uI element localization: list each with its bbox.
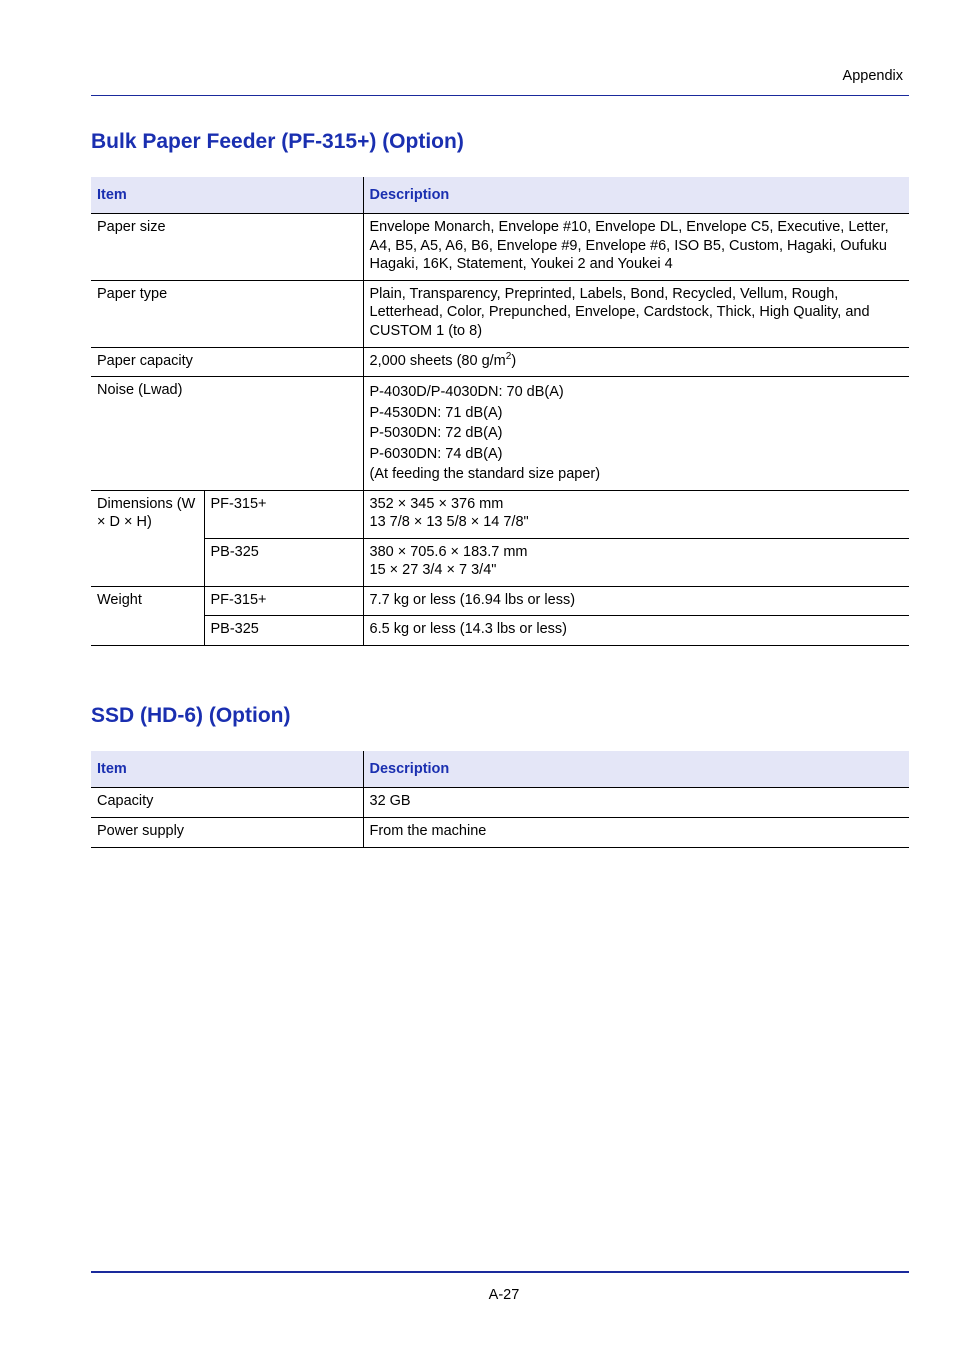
table-row [91, 538, 909, 586]
table-row [91, 347, 909, 377]
row-item-label: Paper size [91, 214, 363, 281]
dimension-inch: 13 7/8 × 13 5/8 × 14 7/8" [369, 514, 529, 530]
row-description: From the machine [363, 817, 909, 847]
capacity-text: 2,000 sheets (80 g/m [369, 352, 506, 369]
row-description: 32 GB [363, 788, 909, 818]
row-model-label: PF-315+ [204, 586, 363, 616]
row-item-label: Noise (Lwad) [91, 377, 363, 491]
column-header-item: Item [91, 177, 363, 214]
dimension-mm: 380 × 705.6 × 183.7 mm [369, 543, 528, 560]
noise-line: P-4530DN: 71 dB(A) [369, 404, 503, 421]
row-description [363, 377, 909, 491]
column-header-item: Item [91, 751, 363, 788]
capacity-text-end: ) [511, 352, 517, 369]
footer-divider [91, 1271, 909, 1273]
row-description [363, 538, 909, 586]
table-row [91, 817, 909, 847]
row-description: Envelope Monarch, Envelope #10, Envelope DL, Envelope C5, Executive, Letter, A4, B5, A5, A6, B6, Envelope #9, Envelope #6, ISO B5, Custom, Hagaki, Oufuku Hagaki, 16K, Statement, Youkei 2 and Youkei 4 [363, 214, 909, 281]
table-header-row [91, 177, 909, 214]
table-row [91, 214, 909, 281]
page-number: A-27 [488, 1287, 520, 1303]
table-row [91, 377, 909, 491]
noise-line: P-4030D/P-4030DN: 70 dB(A) [369, 384, 564, 400]
row-description: 7.7 kg or less (16.94 lbs or less) [363, 586, 909, 616]
row-description [363, 347, 909, 377]
row-model-label: PB-325 [204, 538, 363, 586]
section-title-ssd: SSD (HD-6) (Option) [91, 704, 291, 727]
row-item-label: Power supply [91, 817, 363, 847]
row-model-label: PF-315+ [204, 490, 363, 538]
table-row [91, 788, 909, 818]
superscript: 2 [505, 350, 512, 362]
noise-line: P-5030DN: 72 dB(A) [369, 425, 503, 441]
row-item-label: Paper capacity [91, 347, 363, 377]
running-header: Appendix [842, 68, 903, 84]
noise-line: (At feeding the standard size paper) [369, 466, 601, 482]
dimension-inch: 15 × 27 3/4 × 7 3/4" [369, 562, 497, 578]
table-header-row [91, 751, 909, 788]
table-row [91, 280, 909, 347]
table-row [91, 586, 909, 616]
dimension-mm: 352 × 345 × 376 mm [369, 495, 504, 512]
section-title-bulk-paper-feeder: Bulk Paper Feeder (PF-315+) (Option) [91, 130, 464, 153]
row-description [363, 490, 909, 538]
row-description: 6.5 kg or less (14.3 lbs or less) [363, 616, 909, 646]
row-item-label: Paper type [91, 280, 363, 347]
row-item-label: Capacity [91, 788, 363, 818]
column-header-description: Description [363, 177, 909, 214]
row-item-label: Weight [91, 586, 204, 646]
row-item-label: Dimensions (W × D × H) [91, 490, 204, 586]
table-row [91, 616, 909, 646]
row-model-label: PB-325 [204, 616, 363, 646]
header-divider [91, 95, 909, 96]
column-header-description: Description [363, 751, 909, 788]
noise-line: P-6030DN: 74 dB(A) [369, 445, 503, 462]
ssd-spec-table [91, 751, 909, 848]
row-description: Plain, Transparency, Preprinted, Labels, Bond, Recycled, Vellum, Rough, Letterhead, Color, Prepunched, Envelope, Cardstock, Thick, High Quality, and CUSTOM 1 (to 8) [363, 280, 909, 347]
bulk-paper-feeder-spec-table [91, 177, 909, 646]
table-row [91, 490, 909, 538]
